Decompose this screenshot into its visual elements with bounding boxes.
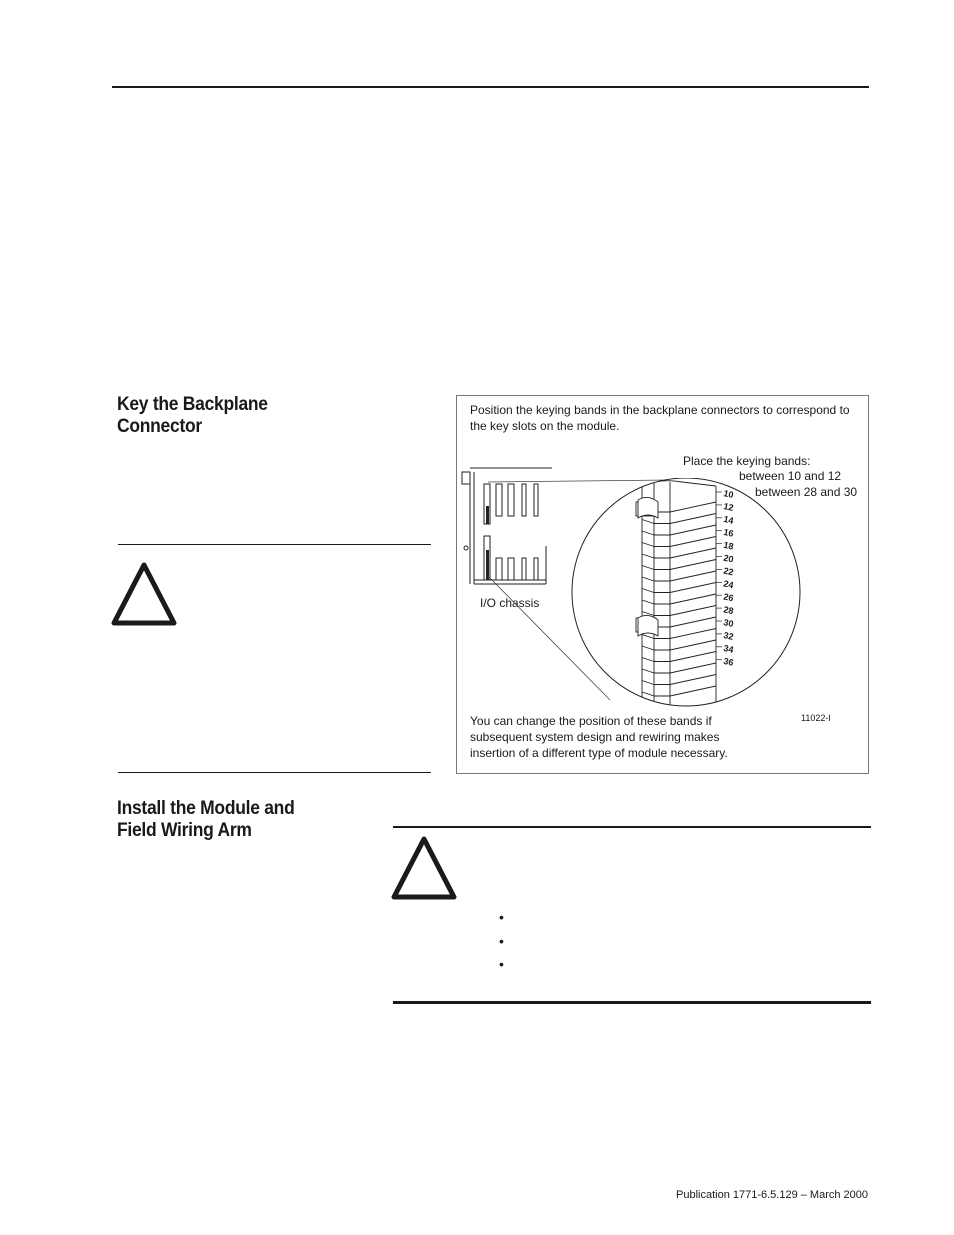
between-label: between 28 and 30 [755, 485, 858, 499]
pin-number: 26 [722, 591, 735, 604]
pin-number: 28 [722, 604, 735, 617]
caution-bottom-rule [118, 772, 431, 773]
heading-line: Field Wiring Arm [117, 820, 252, 841]
bullet-point: • [499, 956, 504, 972]
chassis-label: I/O chassis [480, 596, 540, 610]
heading-line: Install the Module and [117, 798, 295, 819]
caution-top-rule [118, 544, 431, 545]
warning-triangle-icon [110, 560, 178, 628]
figure-intro-line: Position the keying bands in the backplane connectors to correspond to [470, 403, 850, 417]
figure-id: 11022-I [801, 713, 831, 723]
upper-connector-magnified [570, 478, 802, 710]
section-heading-key-backplane [117, 394, 268, 438]
heading-line: Key the Backplane [117, 394, 268, 415]
pin-number: 30 [722, 617, 735, 630]
between-label: between 10 and 12 [739, 469, 842, 483]
top-rule [112, 86, 869, 88]
pin-number: 32 [722, 630, 735, 642]
pin-number: 36 [722, 655, 735, 668]
pin-number: 12 [722, 501, 735, 513]
pin-number: 16 [722, 526, 735, 539]
figure-intro-line: the key slots on the module. [470, 419, 620, 433]
pin-number: 10 [722, 488, 735, 501]
section-heading-install-module [117, 798, 294, 842]
figure-note-line: You can change the position of these bands if [470, 714, 712, 728]
warning-triangle-icon [390, 834, 458, 902]
place-bands-label: Place the keying bands: [683, 454, 811, 468]
pin-number: 24 [722, 578, 735, 591]
pin-number: 20 [722, 552, 735, 565]
pin-number: 14 [722, 513, 735, 526]
heading-line: Connector [117, 416, 202, 437]
warning-top-rule [393, 826, 871, 828]
publication-footer: Publication 1771-6.5.129 – March 2000 [676, 1189, 869, 1201]
pin-number: 18 [722, 539, 735, 552]
figure-note-line: subsequent system design and rewiring makes [470, 730, 720, 744]
figure-note-line: insertion of a different type of module necessary. [470, 746, 728, 760]
pin-number: 22 [722, 565, 735, 578]
pin-number: 34 [722, 642, 735, 655]
warning-bottom-rule [393, 1001, 871, 1004]
bullet-point: • [499, 933, 504, 949]
bullet-point: • [499, 909, 504, 925]
